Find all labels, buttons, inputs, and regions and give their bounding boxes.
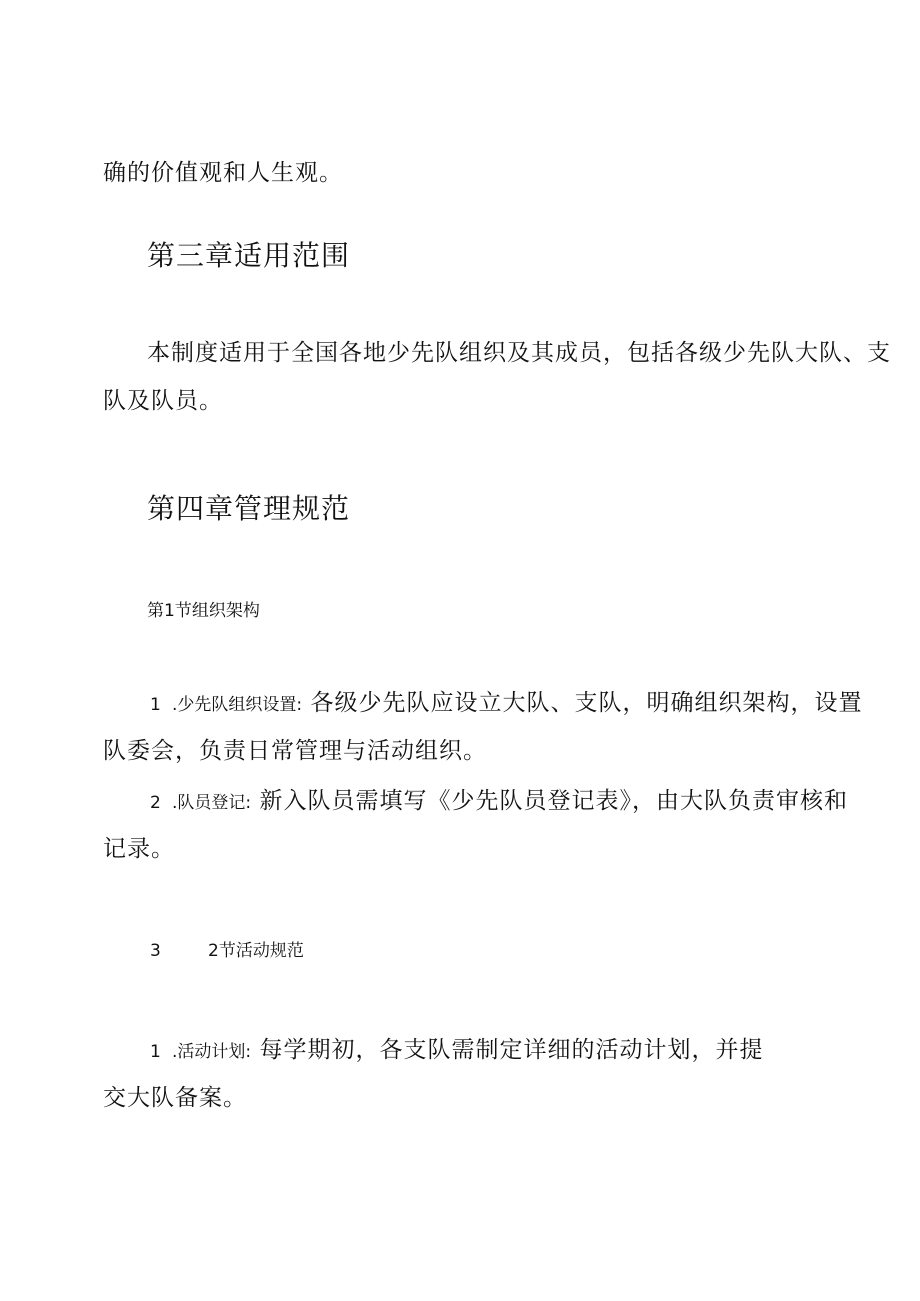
item-1-number: 1	[150, 695, 162, 715]
item-2-number: 2	[150, 793, 162, 813]
item-3-text: 每学期初，各支队需制定详细的活动计划，并提	[259, 1037, 764, 1063]
scope-paragraph-line-2: 队及队员。	[103, 388, 223, 414]
section-2-number: 3	[150, 941, 161, 961]
item-2-lead: .队员登记:	[172, 793, 252, 813]
item-3-line-2: 交大队备案。	[103, 1085, 247, 1111]
section-2-title	[150, 939, 304, 963]
item-2-line-1	[150, 786, 848, 818]
section-1-title: 第1节组织架构	[147, 601, 260, 621]
paragraph-continuation: 确的价值观和人生观。	[103, 160, 343, 186]
item-1-lead: .少先队组织设置:	[172, 695, 303, 715]
section-2-label: 2节活动规范	[208, 941, 304, 961]
item-1-line-2: 队委会，负责日常管理与活动组织。	[103, 738, 487, 764]
item-1-text: 各级少先队应设立大队、支队，明确组织架构，设置	[310, 690, 863, 716]
item-3-line-1	[150, 1035, 763, 1067]
chapter-4-title: 第四章管理规范	[147, 492, 351, 525]
item-3-lead: .活动计划:	[172, 1042, 252, 1062]
item-2-line-2: 记录。	[103, 836, 175, 862]
item-2-text: 新入队员需填写《少先队员登记表》，由大队负责审核和	[259, 788, 848, 814]
item-3-number: 1	[150, 1042, 162, 1062]
item-1-line-1	[150, 688, 862, 720]
chapter-3-title: 第三章适用范围	[147, 239, 351, 272]
scope-paragraph-line-1: 本制度适用于全国各地少先队组织及其成员，包括各级少先队大队、支	[147, 340, 891, 366]
